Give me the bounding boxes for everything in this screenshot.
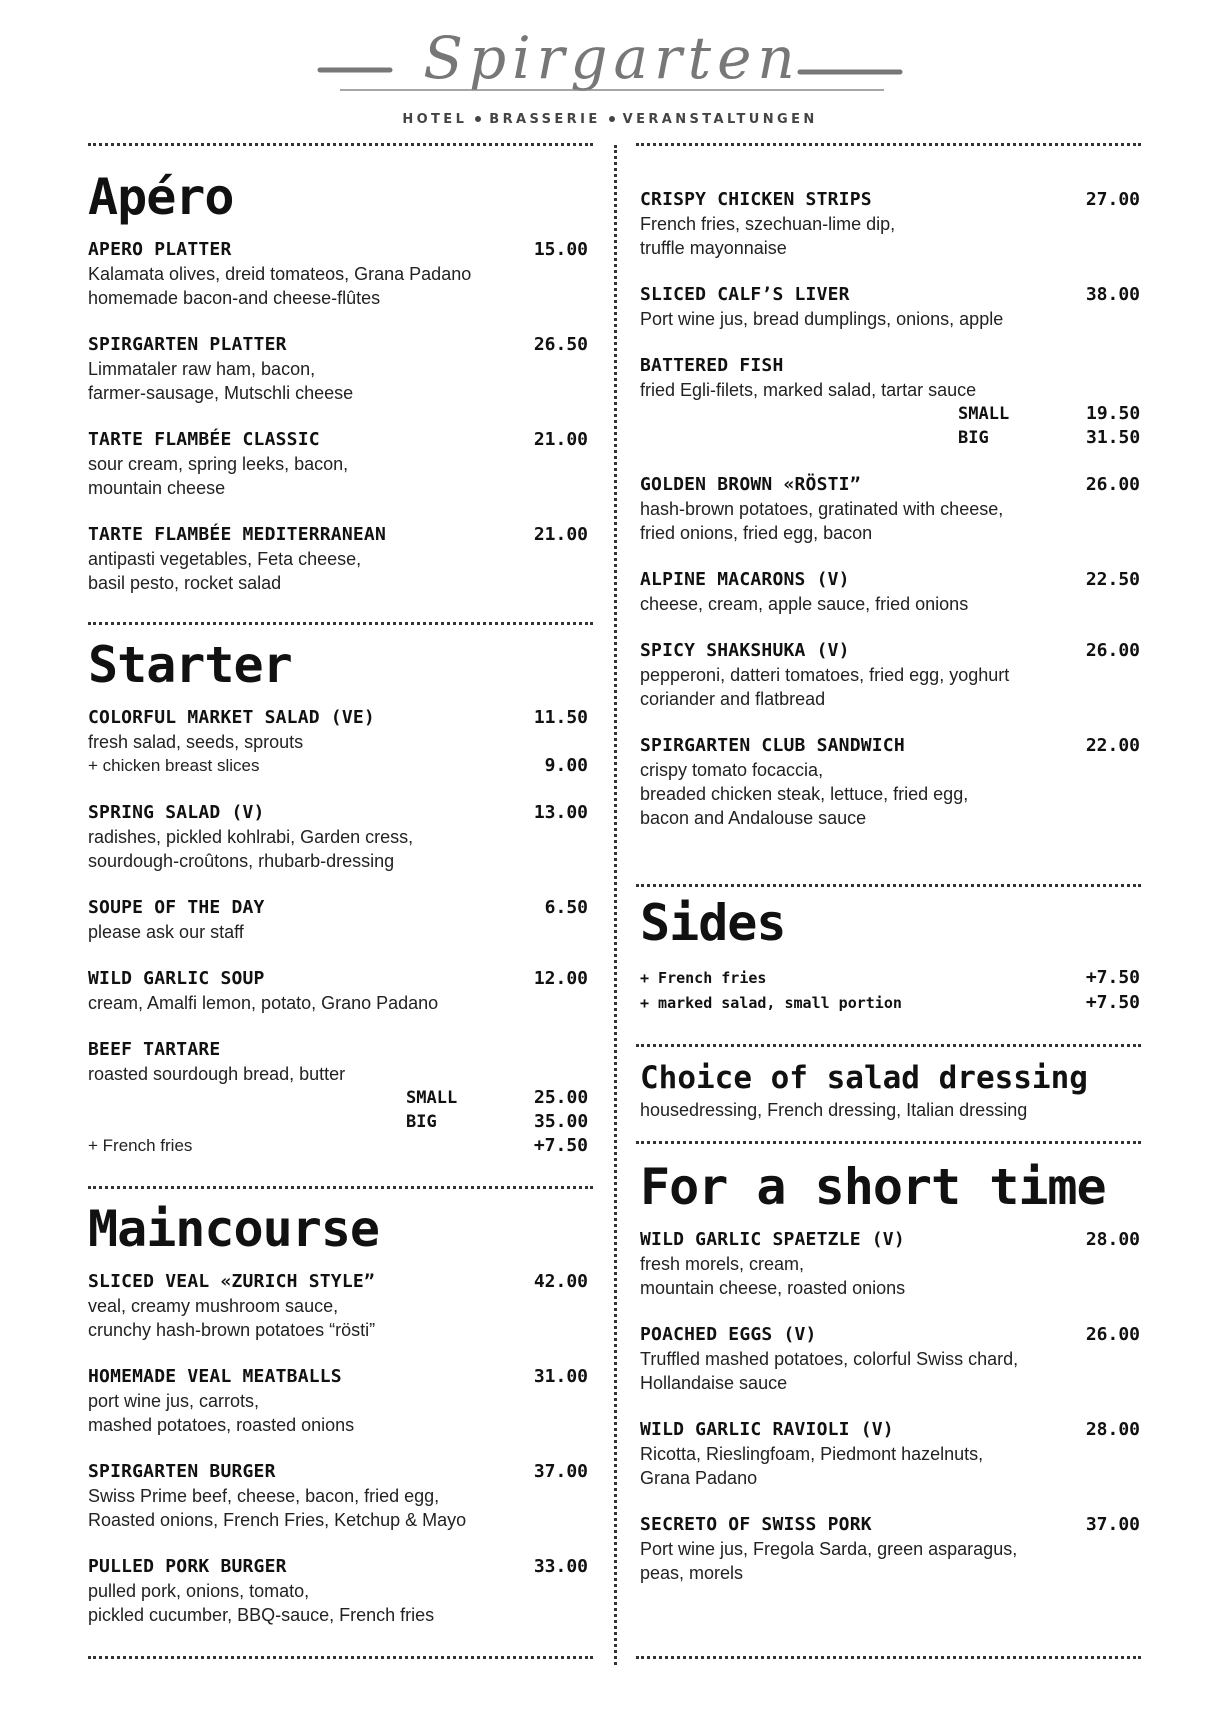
menu-item-wild-garlic-soup [88,967,588,1015]
item-price: 33.00 [533,1556,588,1577]
menu-item-soupe-of-the-day [88,896,588,944]
item-desc: port wine jus, carrots, [88,1391,260,1411]
size-label: BIG [406,1112,437,1132]
item-name: SLICED VEAL «ZURICH STYLE” [88,1271,375,1292]
tagline [378,112,842,127]
size-label: SMALL [406,1088,458,1108]
item-desc: pickled cucumber, BBQ-sauce, French fries [88,1605,435,1625]
item-price: 38.00 [1085,284,1140,305]
size-price: 35.00 [534,1111,589,1132]
divider-before-dressing [636,1044,1141,1047]
section-title-apero: Apéro [88,168,234,226]
item-price: 26.00 [1085,474,1140,495]
addon-price: 9.00 [544,755,588,776]
item-desc: Limmataler raw ham, bacon, [88,359,316,379]
item-desc: basil pesto, rocket salad [88,573,282,593]
item-desc: sour cream, spring leeks, bacon, [88,454,349,474]
item-desc: Hollandaise sauce [640,1373,788,1393]
item-desc: pepperoni, datteri tomatoes, fried egg, yoghurt [640,665,1010,685]
item-name: PULLED PORK BURGER [88,1556,287,1577]
item-desc: peas, morels [640,1563,744,1583]
addon-price: +7.50 [533,1135,588,1156]
size-option-small [88,1086,588,1110]
size-label: SMALL [958,404,1010,424]
section-title-sides: Sides [640,894,786,952]
item-price: 37.00 [533,1461,588,1482]
tagline-hotel: HOTEL [402,112,468,127]
divider-apero-starter [88,622,593,625]
item-name: POACHED EGGS (V) [640,1324,817,1345]
item-price: 37.00 [1085,1514,1140,1535]
item-price: 26.00 [1085,640,1140,661]
spirgarten-logo [300,22,924,92]
item-desc: mashed potatoes, roasted onions [88,1415,355,1435]
item-desc: fresh morels, cream, [640,1254,805,1274]
item-price: 15.00 [533,239,588,260]
item-desc: Port wine jus, Fregola Sarda, green asparagus, [640,1539,1018,1559]
divider-bottom-left [88,1656,593,1659]
menu-item-spring-salad [88,801,588,873]
menu-item-tarte-flambee-mediterranean [88,523,588,595]
item-desc: Port wine jus, bread dumplings, onions, apple [640,309,1004,329]
item-desc: breaded chicken steak, lettuce, fried egg, [640,784,969,804]
item-name: COLORFUL MARKET SALAD (VE) [88,707,375,728]
size-price: 25.00 [534,1087,589,1108]
tagline-veranstaltungen: VERANSTALTUNGEN [622,112,818,127]
item-price: 28.00 [1085,1419,1140,1440]
item-name: TARTE FLAMBÉE CLASSIC [88,429,320,450]
item-desc: mountain cheese, roasted onions [640,1278,906,1298]
item-desc: farmer-sausage, Mutschli cheese [88,383,354,403]
side-price: +7.50 [1085,992,1140,1013]
item-desc: French fries, szechuan-lime dip, [640,214,896,234]
divider-top-left [88,143,593,146]
menu-header [0,0,1224,140]
size-option-big [640,426,1140,450]
divider-top-right [636,143,1141,146]
menu-item-secreto-of-swiss-pork [640,1513,1140,1585]
item-desc: antipasti vegetables, Feta cheese, [88,549,362,569]
menu-item-crispy-chicken-strips [640,188,1140,260]
side-item-marked-salad [640,991,1140,1016]
menu-item-spirgarten-platter [88,333,588,405]
side-label: + marked salad, small portion [640,994,902,1012]
size-label: BIG [958,428,989,448]
item-desc: Ricotta, Rieslingfoam, Piedmont hazelnuts, [640,1444,984,1464]
section-title-salad-dressing: Choice of salad dressing [640,1060,1088,1096]
item-desc: Kalamata olives, dreid tomateos, Grana Padano [88,264,472,284]
item-desc: Roasted onions, French Fries, Ketchup & Mayo [88,1510,467,1530]
divider-before-sides [636,884,1141,887]
section-starter [88,636,588,1181]
menu-item-homemade-veal-meatballs [88,1365,588,1437]
item-name: SPIRGARTEN BURGER [88,1461,276,1482]
item-desc: radishes, pickled kohlrabi, Garden cress, [88,827,414,847]
item-desc: bacon and Andalouse sauce [640,808,867,828]
item-price: 42.00 [533,1271,588,1292]
item-name: SPIRGARTEN PLATTER [88,334,287,355]
item-name: TARTE FLAMBÉE MEDITERRANEAN [88,524,386,545]
addon-label: + chicken breast slices [88,756,260,775]
side-price: +7.50 [1085,967,1140,988]
item-desc: crispy tomato focaccia, [640,760,824,780]
item-desc: fried onions, fried egg, bacon [640,523,873,543]
item-price: 6.50 [544,897,588,918]
item-name: BATTERED FISH [640,355,784,376]
menu-item-poached-eggs [640,1323,1140,1395]
item-name: SLICED CALF’S LIVER [640,284,850,305]
item-price: 11.50 [533,707,588,728]
menu-item-tarte-flambee-classic [88,428,588,500]
item-price: 21.00 [533,524,588,545]
item-name: SPICY SHAKSHUKA (V) [640,640,850,661]
divider-bottom-right [636,1656,1141,1659]
menu-item-alpine-macarons [640,568,1140,616]
menu-item-battered-fish [640,354,1140,450]
item-desc: homemade bacon-and cheese-flûtes [88,288,381,308]
size-price: 31.50 [1086,427,1141,448]
dressing-options: housedressing, French dressing, Italian dressing [640,1100,1028,1120]
item-desc: hash-brown potatoes, gratinated with cheese, [640,499,1004,519]
item-price: 21.00 [533,429,588,450]
item-price: 13.00 [533,802,588,823]
section-title-starter: Starter [88,636,292,694]
item-price: 28.00 [1085,1229,1140,1250]
section-for-a-short-time [640,1158,1140,1608]
item-name: HOMEMADE VEAL MEATBALLS [88,1366,342,1387]
item-name: CRISPY CHICKEN STRIPS [640,189,872,210]
item-desc: veal, creamy mushroom sauce, [88,1296,339,1316]
item-desc: Grana Padano [640,1468,758,1488]
size-price: 19.50 [1086,403,1141,424]
item-price: 31.00 [533,1366,588,1387]
item-desc: fried Egli-filets, marked salad, tartar sauce [640,380,977,400]
section-title-maincourse: Maincourse [88,1200,380,1258]
item-name: SOUPE OF THE DAY [88,897,265,918]
menu-item-colorful-market-salad [88,706,588,778]
item-desc: mountain cheese [88,478,226,498]
addon-label: + French fries [88,1136,193,1155]
divider-before-short-time [636,1141,1141,1144]
divider-starter-maincourse [88,1186,593,1189]
item-name: WILD GARLIC SOUP [88,968,265,989]
menu-item-spicy-shakshuka [640,639,1140,711]
item-price: 26.50 [533,334,588,355]
menu-item-wild-garlic-ravioli [640,1418,1140,1490]
side-item-french-fries [640,966,1140,991]
section-title-short-time: For a short time [640,1158,1106,1216]
menu-item-sliced-calfs-liver [640,283,1140,331]
item-name: GOLDEN BROWN «RÖSTI” [640,474,861,495]
menu-item-spirgarten-burger [88,1460,588,1532]
menu-item-pulled-pork-burger [88,1555,588,1627]
size-option-small [640,402,1140,426]
bullet-dot-icon [475,116,481,122]
section-mains-continued [640,188,1140,853]
item-desc: truffle mayonnaise [640,238,787,258]
section-sides [640,894,1140,1016]
menu-item-wild-garlic-spaetzle [640,1228,1140,1300]
side-label: + French fries [640,969,767,987]
item-desc: please ask our staff [88,922,244,942]
item-name: SPIRGARTEN CLUB SANDWICH [640,735,905,756]
tagline-brasserie: BRASSERIE [489,112,601,127]
item-desc: roasted sourdough bread, butter [88,1064,346,1084]
item-name: WILD GARLIC SPAETZLE (V) [640,1229,905,1250]
item-desc: cream, Amalfi lemon, potato, Grano Padano [88,993,439,1013]
menu-item-golden-brown-rosti [640,473,1140,545]
item-desc: pulled pork, onions, tomato, [88,1581,310,1601]
section-salad-dressing [640,1058,1140,1122]
item-desc: sourdough-croûtons, rhubarb-dressing [88,851,395,871]
item-price: 26.00 [1085,1324,1140,1345]
item-desc: cheese, cream, apple sauce, fried onions [640,594,969,614]
item-name: APERO PLATTER [88,239,232,260]
section-apero [88,168,588,618]
item-desc: Swiss Prime beef, cheese, bacon, fried egg, [88,1486,440,1506]
item-name: ALPINE MACARONS (V) [640,569,850,590]
section-maincourse [88,1200,588,1650]
menu-item-beef-tartare [88,1038,588,1158]
item-price: 22.00 [1085,735,1140,756]
item-desc: crunchy hash-brown potatoes “rösti” [88,1320,376,1340]
bullet-dot-icon [609,116,615,122]
item-name: BEEF TARTARE [88,1039,221,1060]
item-name: SPRING SALAD (V) [88,802,265,823]
menu-item-sliced-veal [88,1270,588,1342]
size-option-big [88,1110,588,1134]
item-price: 22.50 [1085,569,1140,590]
item-desc: coriander and flatbread [640,689,826,709]
item-name: WILD GARLIC RAVIOLI (V) [640,1419,894,1440]
logo-wordmark: Spirgarten [423,24,801,92]
item-desc: fresh salad, seeds, sprouts [88,732,304,752]
column-divider [614,145,617,1665]
item-price: 12.00 [533,968,588,989]
menu-item-spirgarten-club-sandwich [640,734,1140,830]
item-name: SECRETO OF SWISS PORK [640,1514,872,1535]
item-price: 27.00 [1085,189,1140,210]
item-desc: Truffled mashed potatoes, colorful Swiss chard, [640,1349,1019,1369]
menu-item-apero-platter [88,238,588,310]
